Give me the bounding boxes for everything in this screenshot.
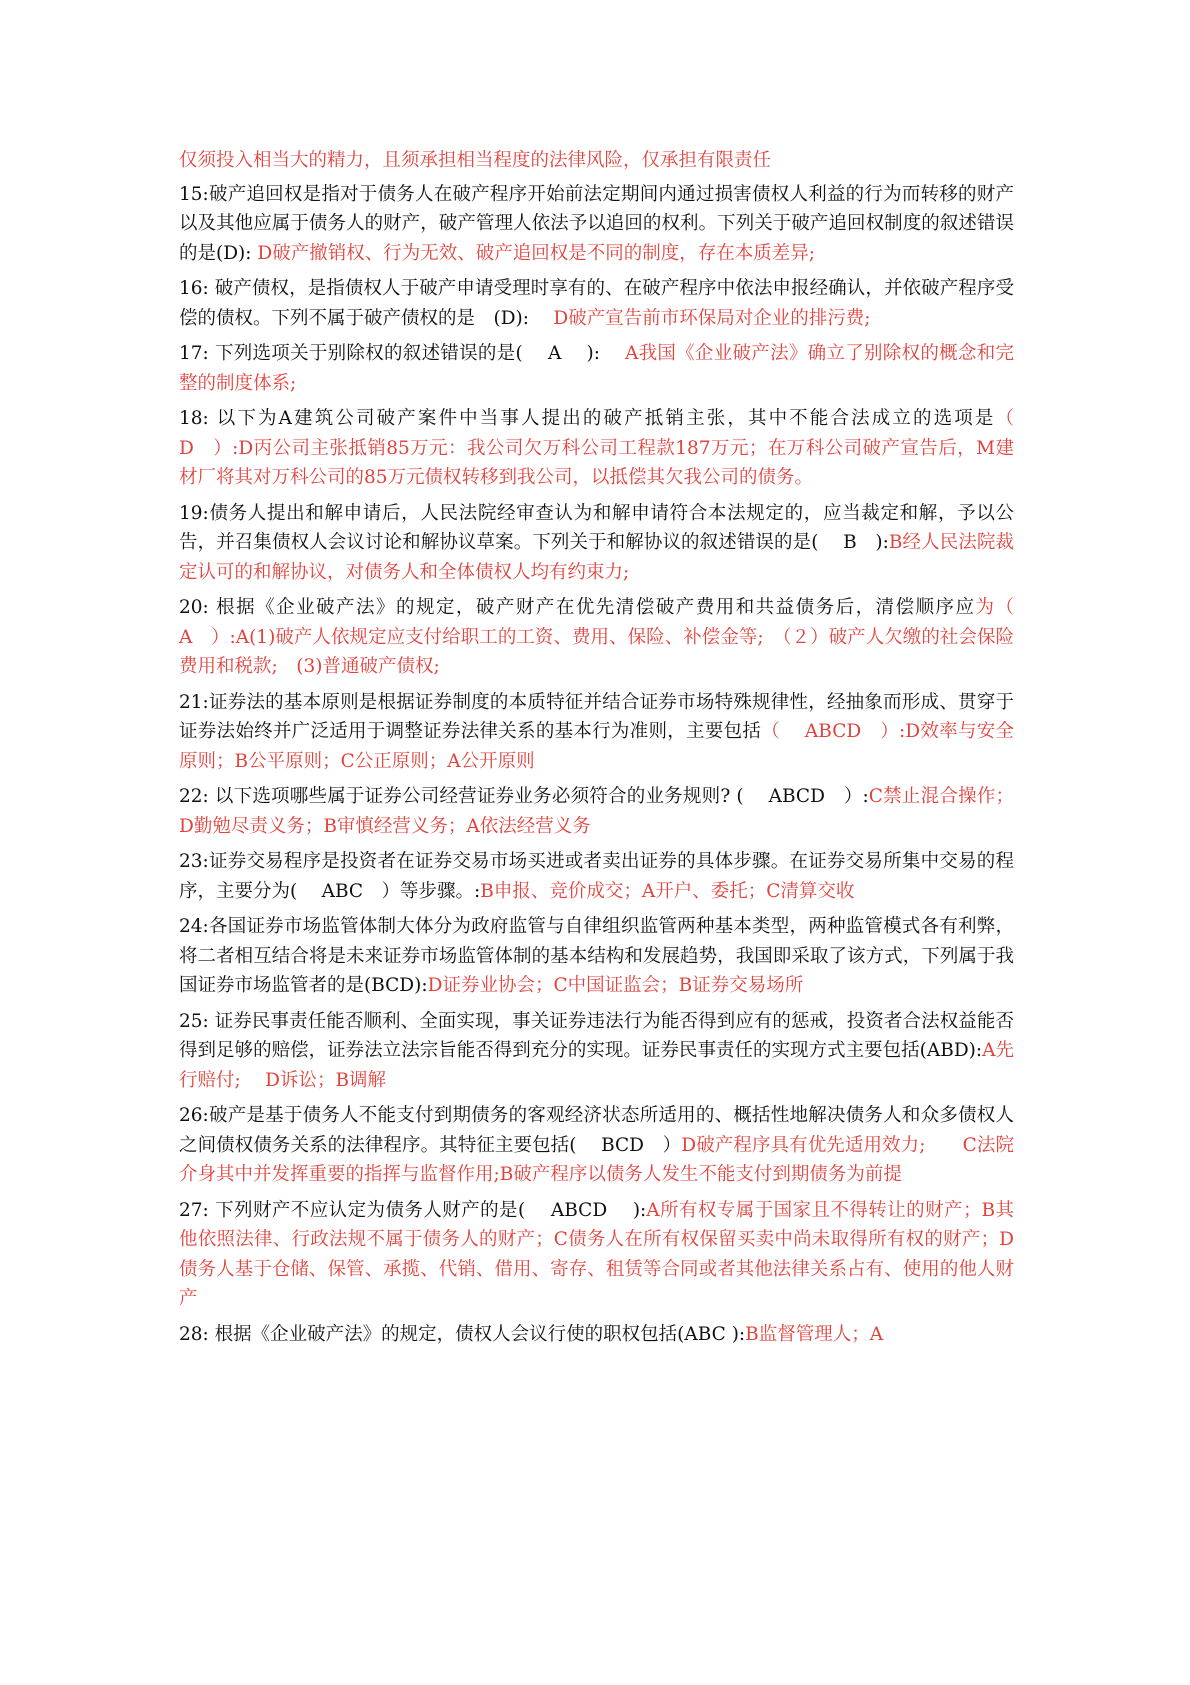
question-20	[179, 593, 1033, 682]
question-text: 23:证券交易程序是投资者在证券交易市场买进或者卖出证券的具体步骤。在证券交易所集中交易的程序，主要分为( ABC ）等步骤。:	[179, 851, 1014, 902]
answer-text: 为（ A ）:A(1)破产人依规定应支付给职工的工资、费用、保险、补偿金等; （２）破产人欠缴的社会保险费用和税款; (3)普通破产债权;	[179, 597, 1033, 677]
answer-text: D破产宣告前市环保局对企业的排污费;	[553, 307, 871, 329]
question-22	[179, 782, 1014, 841]
answer-text: C禁止混合操作；D勤勉尽责义务；B审慎经营义务；A依法经营义务	[179, 786, 1014, 837]
question-28	[179, 1320, 1014, 1350]
question-24	[179, 912, 1014, 1001]
answer-text: （ ABCD ）:D效率与安全原则；B公平原则；C公正原则；A公开原则	[179, 721, 1014, 772]
question-text: 24:各国证券市场监管体制大体分为政府监管与自律组织监管两种基本类型，两种监管模式各有利弊，将二者相互结合将是未来证券市场监管体制的基本结构和发展趋势，我国即采取了该方式，下列属于我国证券市场监管者的是(BCD):	[179, 916, 1014, 996]
answer-text: A我国《企业破产法》确立了别除权的概念和完整的制度体系;	[179, 343, 1014, 394]
question-text: 15:破产追回权是指对于债务人在破产程序开始前法定期间内通过损害债权人利益的行为而转移的财产以及其他应属于债务人的财产，破产管理人依法予以追回的权利。下列关于破产追回权制度的叙述错误的是(D):	[179, 183, 1014, 264]
answer-text: A先行赔付; D诉讼；B调解	[179, 1040, 1014, 1091]
question-text: 22: 以下选项哪些属于证券公司经营证券业务必须符合的业务规则? ( ABCD ）:	[179, 786, 869, 807]
question-text: 26:破产是基于债务人不能支付到期债务的客观经济状态所适用的、概括性地解决债务人和众多债权人之间债权债务关系的法律程序。其特征主要包括( BCD ）	[179, 1105, 1014, 1156]
question-text: 17: 下列选项关于别除权的叙述错误的是( A ):	[179, 343, 625, 364]
question-text: 28: 根据《企业破产法》的规定，债权人会议行使的职权包括(ABC ):	[179, 1323, 746, 1345]
document-body	[179, 146, 1039, 1355]
question-26	[179, 1101, 1014, 1190]
question-text: 27: 下列财产不应认定为债务人财产的是( ABCD ):	[179, 1199, 647, 1221]
question-15	[179, 180, 1014, 269]
answer-text: B经人民法院裁定认可的和解协议，对债务人和全体债权人均有约束力;	[179, 532, 1014, 583]
question-25	[179, 1007, 1014, 1096]
answer-text: D破产程序具有优先适用效力; C法院介身其中并发挥重要的指挥与监督作用;B破产程序以债务人发生不能支付到期债务为前提	[179, 1134, 1014, 1185]
question-23	[179, 847, 1014, 906]
answer-text: A所有权专属于国家且不得转让的财产；B其他依照法律、行政法规不属于债务人的财产；C债务人在所有权保留买卖中尚未取得所有权的财产；D债务人基于仓储、保管、承揽、代销、借用、寄存、租赁等合同或者其他法律关系占有、使用的他人财产	[179, 1199, 1014, 1309]
question-text: 20: 根据《企业破产法》的规定，破产财产在优先清偿破产费用和共益债务后，清偿顺序应	[179, 597, 976, 618]
question-18	[179, 404, 1039, 493]
answer-text: B申报、竞价成交；A开户、委托；C清算交收	[480, 880, 855, 902]
question-text: 19:债务人提出和解申请后，人民法院经审查认为和解申请符合本法规定的，应当裁定和解，予以公告，并召集债权人会议讨论和解协议草案。下列关于和解协议的叙述错误的是( B ):	[179, 502, 1014, 553]
question-19	[179, 499, 1014, 588]
question-16	[179, 274, 1014, 333]
question-text: 16: 破产债权，是指债权人于破产申请受理时享有的、在破产程序中依法申报经确认，并依破产程序受偿的债权。下列不属于破产债权的是 (D):	[179, 278, 1014, 329]
answer-continuation	[179, 146, 1014, 176]
question-27	[179, 1196, 1014, 1314]
answer-text: D证券业协会；C中国证监会；B证券交易场所	[427, 975, 804, 996]
question-text: 18: 以下为A建筑公司破产案件中当事人提出的破产抵销主张，其中不能合法成立的选项是	[179, 408, 996, 429]
answer-text: （ D ）:D丙公司主张抵销85万元：我公司欠万科公司工程款187万元；在万科公司破产宣告后，M建材厂将其对万科公司的85万元债权转移到我公司，以抵偿其欠我公司的债务。	[179, 408, 1039, 488]
answer-text: D破产撤销权、行为无效、破产追回权是不同的制度，存在本质差异;	[257, 242, 815, 264]
answer-text: B监督管理人；A	[745, 1323, 884, 1345]
question-text: 25: 证券民事责任能否顺利、全面实现，事关证券违法行为能否得到应有的惩戒，投资者合法权益能否得到足够的赔偿，证券法立法宗旨能否得到充分的实现。证券民事责任的实现方式主要包括(ABD):	[179, 1010, 1014, 1061]
question-text: 21:证券法的基本原则是根据证券制度的本质特征并结合证券市场特殊规律性，经抽象而形成、贯穿于证券法始终并广泛适用于调整证券法律关系的基本行为准则，主要包括	[179, 691, 1014, 742]
question-21	[179, 688, 1014, 777]
question-17	[179, 339, 1014, 398]
answer-text: 仅须投入相当大的精力，且须承担相当程度的法律风险，仅承担有限责任	[179, 150, 772, 171]
